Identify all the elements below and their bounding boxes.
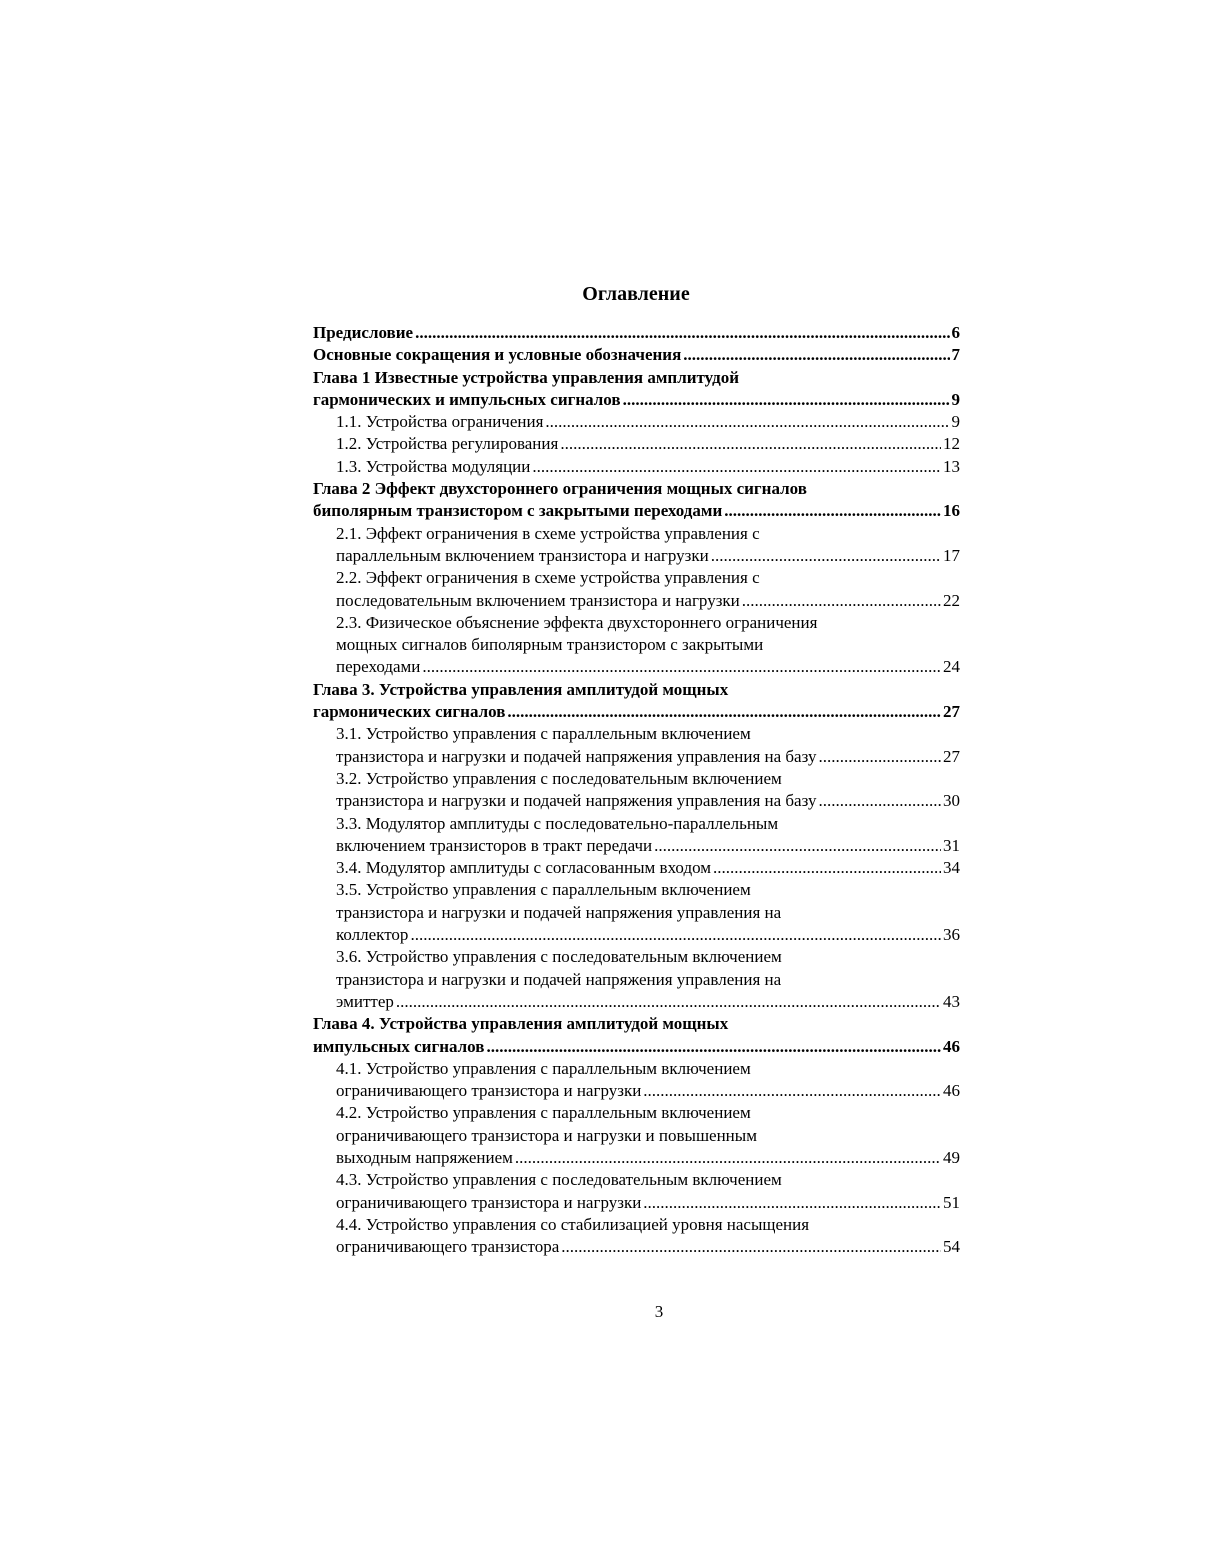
dot-leader <box>818 790 941 812</box>
toc-page-number: 24 <box>943 657 960 677</box>
dot-leader <box>396 991 941 1013</box>
dot-leader <box>410 924 941 946</box>
toc-page-number: 51 <box>943 1192 960 1212</box>
toc-entry-line <box>313 679 960 701</box>
toc-entry-text: ограничивающего транзистора и нагрузки <box>336 1192 642 1212</box>
toc-entry-text: 4.4. Устройство управления со стабилизацией уровня насыщения <box>336 1214 810 1234</box>
toc-page-number: 12 <box>943 434 960 454</box>
toc-entry-line <box>313 590 960 612</box>
toc-entry-line <box>313 746 960 768</box>
toc-page-number: 54 <box>943 1237 960 1257</box>
toc-entry-line <box>313 634 960 656</box>
dot-leader <box>742 590 941 612</box>
toc-entry-line <box>313 701 960 723</box>
toc-entry-line <box>313 969 960 991</box>
toc-entry-line <box>313 456 960 478</box>
toc-entry-text: Глава 1 Известные устройства управления амплитудой <box>313 367 740 387</box>
toc-page-number: 22 <box>943 590 960 610</box>
toc-entry-line <box>313 991 960 1013</box>
toc-entry-text: 2.3. Физическое объяснение эффекта двухстороннего ограничения <box>336 612 818 632</box>
dot-leader <box>818 746 941 768</box>
dot-leader <box>507 701 941 723</box>
dot-leader <box>713 857 941 879</box>
toc-entry-line <box>313 567 960 589</box>
toc-entry-line <box>313 790 960 812</box>
toc-entry-text: переходами <box>336 657 421 677</box>
dot-leader <box>532 456 941 478</box>
dot-leader <box>654 835 941 857</box>
toc-page-number: 6 <box>951 323 960 342</box>
toc-entry-text: последовательным включением транзистора и нагрузки <box>336 590 740 610</box>
dot-leader <box>486 1036 941 1058</box>
dot-leader <box>643 1192 941 1214</box>
dot-leader <box>561 1236 941 1258</box>
toc-entry-line <box>313 1013 960 1035</box>
toc-entry-text: ограничивающего транзистора <box>336 1237 560 1257</box>
toc-entry-text: биполярным транзистором с закрытыми переходами <box>313 501 723 521</box>
toc-entry-line <box>313 545 960 567</box>
toc-entry-text: транзистора и нагрузки и подачей напряжения управления на базу <box>336 746 817 766</box>
toc-entry-text: 4.2. Устройство управления с параллельным включением <box>336 1103 751 1123</box>
toc-entry-text: параллельным включением транзистора и нагрузки <box>336 545 709 565</box>
toc-entry-text: Предисловие <box>313 323 414 342</box>
toc-entry-line <box>313 835 960 857</box>
toc-entry-text: 2.1. Эффект ограничения в схеме устройства управления с <box>336 523 760 543</box>
toc-entry-text: транзистора и нагрузки и подачей напряжения управления на <box>336 969 782 989</box>
toc-entry-line <box>313 1192 960 1214</box>
dot-leader <box>724 500 941 522</box>
toc-entry-line <box>313 879 960 901</box>
toc-entry-text: Основные сокращения и условные обозначения <box>313 345 682 365</box>
toc-entry-line <box>313 1102 960 1124</box>
toc-entry-line <box>313 857 960 879</box>
toc-entry-line <box>313 1036 960 1058</box>
toc-page-number: 46 <box>943 1081 960 1101</box>
toc-page-number: 31 <box>943 835 960 855</box>
toc-page-number: 17 <box>943 545 960 565</box>
toc-entry-line <box>313 1236 960 1258</box>
toc-entry-line <box>313 322 960 344</box>
toc-entry-line <box>313 1080 960 1102</box>
dot-leader <box>515 1147 941 1169</box>
toc-entry-line <box>313 813 960 835</box>
toc-entry-text: 3.5. Устройство управления с параллельным включением <box>336 880 751 900</box>
toc-page-number: 46 <box>943 1036 960 1056</box>
toc-entry-text: 4.3. Устройство управления с последовательным включением <box>336 1170 782 1190</box>
toc-entry-line <box>313 411 960 433</box>
toc-page-number: 9 <box>951 389 960 409</box>
page-title: Оглавление <box>582 283 690 305</box>
toc-page-number: 16 <box>943 501 960 521</box>
toc-entry-text: гармонических сигналов <box>313 702 506 722</box>
toc-page-number: 7 <box>951 345 960 365</box>
toc-entry-text: гармонических и импульсных сигналов <box>313 389 621 409</box>
toc-entry-text: ограничивающего транзистора и нагрузки <box>336 1081 642 1101</box>
page-number: 3 <box>654 1302 664 1321</box>
toc-entry-line <box>313 768 960 790</box>
toc-entry-text: Глава 2 Эффект двухстороннего ограничения мощных сигналов <box>313 479 807 499</box>
table-of-contents <box>313 322 960 1258</box>
toc-entry-line <box>313 433 960 455</box>
toc-entry-line <box>313 924 960 946</box>
toc-entry-text: эмиттер <box>336 991 394 1011</box>
toc-entry-line <box>313 946 960 968</box>
toc-entry-line <box>313 1125 960 1147</box>
toc-entry-text: транзистора и нагрузки и подачей напряжения управления на базу <box>336 791 817 811</box>
toc-entry-line <box>313 723 960 745</box>
toc-entry-text: мощных сигналов биполярным транзистором с закрытыми <box>336 635 764 655</box>
toc-entry-line <box>313 478 960 500</box>
toc-entry-text: транзистора и нагрузки и подачей напряжения управления на <box>336 902 782 922</box>
toc-page-number: 36 <box>943 925 960 945</box>
toc-entry-line <box>313 344 960 366</box>
dot-leader <box>560 433 941 455</box>
toc-page-number: 13 <box>943 456 960 476</box>
toc-entry-text: 4.1. Устройство управления с параллельным включением <box>336 1058 751 1078</box>
toc-entry-text: 3.4. Модулятор амплитуды с согласованным входом <box>336 858 712 878</box>
toc-entry-line <box>313 612 960 634</box>
toc-page-number: 9 <box>951 412 960 432</box>
toc-entry-text: 3.2. Устройство управления с последовательным включением <box>336 768 782 788</box>
toc-entry-text: Глава 3. Устройства управления амплитудой мощных <box>313 679 729 699</box>
toc-entry-line <box>313 902 960 924</box>
dot-leader <box>623 389 950 411</box>
dot-leader <box>643 1080 941 1102</box>
dot-leader <box>415 322 949 344</box>
toc-entry-text: 1.3. Устройства модуляции <box>336 456 531 476</box>
toc-entry-text: 3.1. Устройство управления с параллельным включением <box>336 724 751 744</box>
toc-entry-line <box>313 523 960 545</box>
dot-leader <box>683 344 949 366</box>
toc-entry-line <box>313 1147 960 1169</box>
toc-entry-text: 2.2. Эффект ограничения в схеме устройства управления с <box>336 568 760 588</box>
toc-entry-line <box>313 367 960 389</box>
toc-entry-line <box>313 656 960 678</box>
toc-entry-line <box>313 1169 960 1191</box>
toc-page-number: 34 <box>943 858 960 878</box>
toc-entry-text: коллектор <box>336 925 409 945</box>
toc-page-number: 43 <box>943 991 960 1011</box>
toc-entry-text: ограничивающего транзистора и нагрузки и повышенным <box>336 1125 757 1145</box>
toc-entry-line <box>313 1058 960 1080</box>
toc-entry-line <box>313 1214 960 1236</box>
toc-page-number: 30 <box>943 791 960 811</box>
toc-entry-text: включением транзисторов в тракт передачи <box>336 835 653 855</box>
dot-leader <box>711 545 941 567</box>
dot-leader <box>422 656 941 678</box>
toc-page-number: 27 <box>943 746 960 766</box>
toc-entry-text: 1.2. Устройства регулирования <box>336 434 559 454</box>
toc-entry-text: 1.1. Устройства ограничения <box>336 412 544 432</box>
toc-entry-line <box>313 389 960 411</box>
dot-leader <box>545 411 949 433</box>
toc-entry-text: выходным напряжением <box>336 1147 513 1167</box>
toc-entry-text: импульсных сигналов <box>313 1036 485 1056</box>
toc-page-number: 27 <box>943 702 960 722</box>
toc-entry-text: 3.3. Модулятор амплитуды с последовательно-параллельным <box>336 813 779 833</box>
toc-entry-text: 3.6. Устройство управления с последовательным включением <box>336 947 782 967</box>
toc-entry-line <box>313 500 960 522</box>
toc-page-number: 49 <box>943 1147 960 1167</box>
toc-entry-text: Глава 4. Устройства управления амплитудой мощных <box>313 1014 729 1034</box>
